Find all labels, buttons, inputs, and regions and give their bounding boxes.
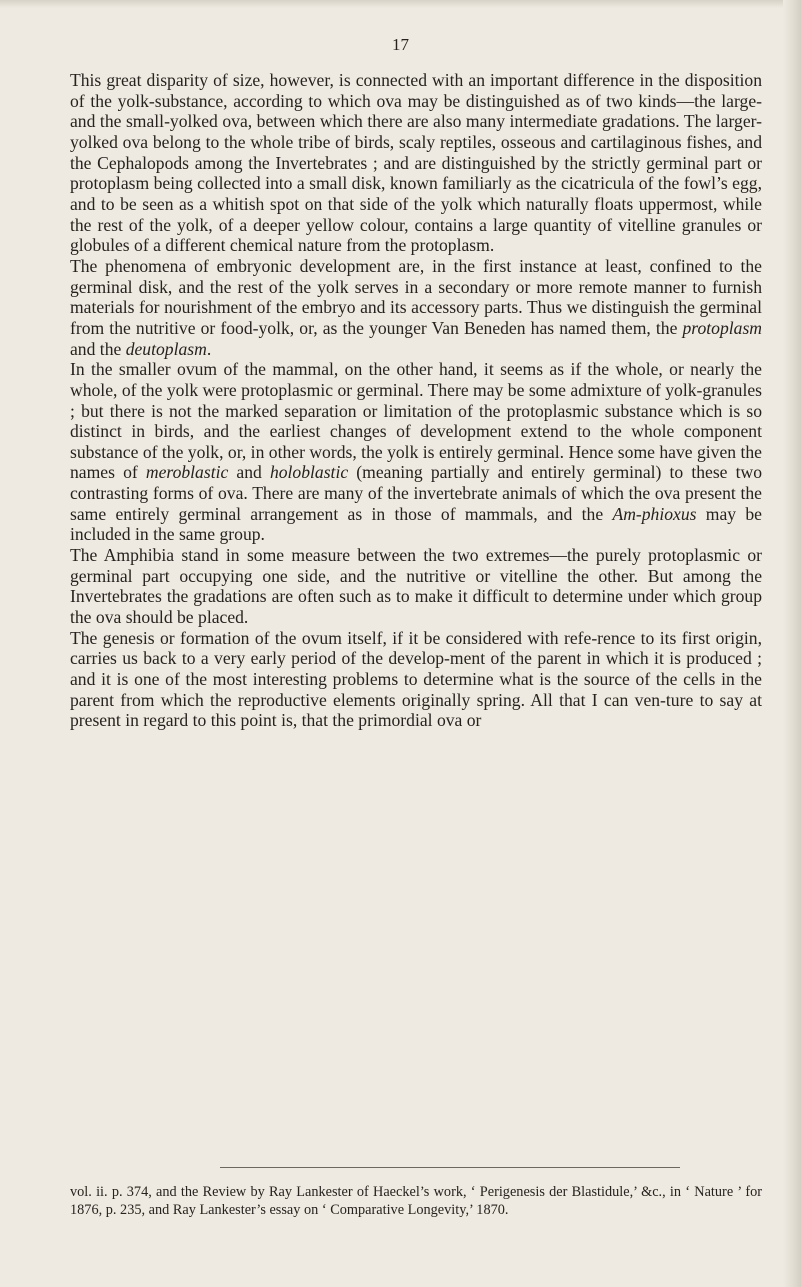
text-run: The phenomena of embryonic development are, in the first instance at least, confined to the germinal disk, and the rest of the yolk serves in a secondary or more remote manner to furnish materials for nourishment of the embryo and its accessory parts. Thus we distinguish the germinal from the nutritive or food-yolk, or, as the younger Van Beneden has named them, the: [70, 255, 762, 338]
italic-term: deutoplasm: [125, 338, 207, 359]
italic-term: Am-phioxus: [612, 503, 697, 524]
body-text: [70, 70, 762, 731]
italic-term: meroblastic: [145, 462, 229, 483]
text-run: In the smaller ovum of the mammal, on the other hand, it seems as if the whole, or nearly the whole, of the yolk were protoplasmic or germinal. There may be some admixture of yolk-granules ; but there is not the marked separation or limitation of the protoplasmic substance which is so distinct in birds, and the earliest changes of development extend to the whole component substance of the yolk, or, in other words, the yolk is entirely germinal. Hence some have given the names of: [70, 359, 762, 483]
text-run: This great disparity of size, however, is connected with an important difference in the disposition of the yolk-substance, according to which ova may be distinguished as of two kinds—the large- and the small-yolked ova, between which there are also many intermediate gradations. The larger-yolked ova belong to the whole tribe of birds, scaly reptiles, osseous and cartilaginous fishes, and the Cephalopods among the Invertebrates ; and are distinguished by the strictly germinal part or protoplasm being collected into a small disk, known familiarly as the cicatricula of the fowl’s egg, and to be seen as a whitish spot on that side of the yolk which naturally floats uppermost, while the rest of the yolk, of a deeper yellow colour, contains a large quantity of vitelline granules or globules of a different chemical nature from the protoplasm.: [70, 70, 762, 256]
paragraph: [70, 70, 762, 256]
paragraph: [70, 256, 762, 359]
text-run: and: [228, 462, 270, 483]
text-run: The genesis or formation of the ovum itself, if it be considered with refe-rence to its first origin, carries us back to a very early period of the develop-ment of the parent in which it is produced ; and it is one of the most interesting problems to determine what is the source of the cells in the parent from which the reproductive elements originally spring. All that I can ven-ture to say at present in regard to this point is, that the primordial ova or: [70, 627, 762, 731]
paragraph: [70, 545, 762, 628]
page-number: 17: [392, 35, 409, 54]
text-run: may be included in the same group.: [70, 503, 762, 545]
footnote: vol. ii. p. 374, and the Review by Ray Lankester of Haeckel’s work, ‘ Perigenesis der Blastidule,’ &c., in ‘ Nature ’ for 1876, p. 235, and Ray Lankester’s essay on ‘ Comparative Longevity,’ 1870.: [70, 1184, 762, 1219]
paragraph: [70, 628, 762, 731]
text-run: The Amphibia stand in some measure between the two extremes—the purely protoplasmic or germinal part occupying one side, and the nutritive or vitelline the other. But among the Invertebrates the gradations are often such as to make it difficult to determine under which group the ova should be placed.: [70, 545, 762, 628]
text-run: and the: [70, 338, 126, 359]
text-run: (meaning partially and entirely germinal) to these two contrasting forms of ova. There are many of the invertebrate animals of which the ova present the same entirely germinal arrangement as in those of mammals, and the: [70, 462, 762, 524]
italic-term: holoblastic: [269, 462, 349, 483]
italic-term: protoplasm: [682, 317, 762, 338]
page-right-edge: [783, 0, 801, 1287]
page-top-edge: [0, 0, 801, 8]
footnote-divider: [220, 1167, 680, 1168]
text-run: .: [206, 338, 212, 359]
paragraph: [70, 359, 762, 545]
